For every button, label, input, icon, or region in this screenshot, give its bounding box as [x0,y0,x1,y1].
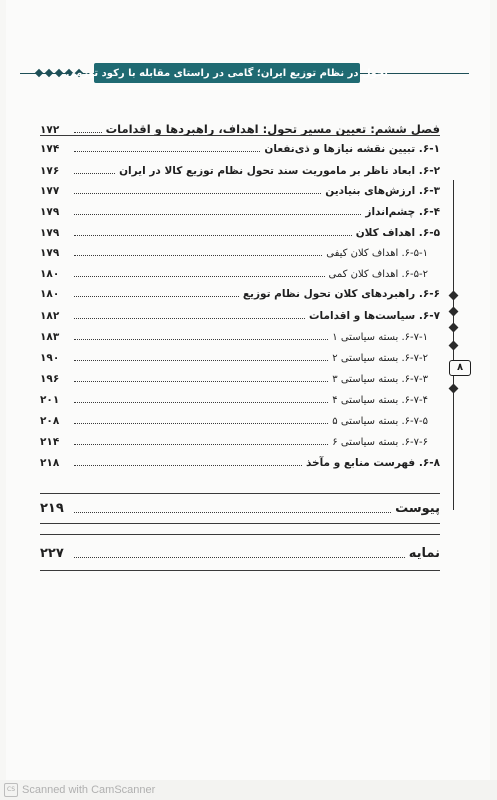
toc-entry[interactable] [40,366,440,386]
toc-entry-page: ۲۱۸ [40,457,60,469]
scanner-text: Scanned with CamScanner [22,784,156,796]
dot-leader [74,173,115,174]
toc-entry-page: ۲۱۹ [40,501,64,516]
toc-entry-title: ۶-۸. فهرست منابع و مآخذ [305,457,440,469]
dot-leader [74,132,102,133]
toc-entry-title: ۶-۷-۳. بسته سیاستی ۳ [332,374,428,385]
toc-entry-page: ۲۲۷ [40,546,64,561]
toc-entry-title: پیوست [395,501,440,516]
toc-entry[interactable] [40,408,440,428]
toc-entry[interactable] [40,281,440,301]
toc-entry[interactable] [40,429,440,449]
toc-entry-page: ۱۸۰ [40,288,60,300]
toc-entry-page: ۱۹۶ [40,373,60,385]
toc-entry-page: ۱۷۲ [40,124,60,136]
toc-entry-title: ۶-۵-۲. اهداف کلان کمی [328,269,428,280]
toc-entry-title: ۶-۴. چشم‌انداز [365,206,440,218]
toc-entry[interactable] [40,117,440,137]
toc-entry[interactable] [40,345,440,365]
running-header [66,63,388,83]
dot-leader [74,296,239,297]
toc-entry-page: ۱۷۴ [40,143,60,155]
toc-entry[interactable] [40,199,440,219]
toc-entry-title: ۶-۷-۴. بسته سیاستی ۴ [332,395,428,406]
toc-entry-title: فصل ششم: تعیین مسیر تحول: اهداف، راهبردها و اقدامات [105,122,440,136]
toc-entry-title: ۶-۶. راهبردهای کلان تحول نظام توزیع [242,288,440,300]
toc-entry[interactable] [40,387,440,407]
toc-entry-page: ۲۰۱ [40,394,60,406]
diamond-marker [449,341,459,351]
dot-leader [74,557,405,558]
toc-entry-page: ۱۷۷ [40,185,60,197]
scanner-watermark [0,780,497,800]
toc-entry-title: ۶-۷-۶. بسته سیاستی ۶ [332,437,428,448]
toc-entry-page: ۲۱۴ [40,436,60,448]
toc-entry[interactable] [40,450,440,470]
toc-entry-title: نمایه [408,546,440,561]
diamond-marker [449,323,459,333]
dot-leader [74,318,305,319]
page-number: ۸ [449,360,471,376]
section-rule [40,135,440,136]
toc-entry-page: ۱۸۳ [40,331,60,343]
toc-entry[interactable] [40,178,440,198]
camscanner-logo-icon: CS [4,783,18,797]
toc-entry-title: ۶-۵-۱. اهداف کلان کیفی [326,248,428,259]
dot-leader [74,193,321,194]
toc-entry-title: ۶-۷-۱. بسته سیاستی ۱ [332,332,428,343]
toc-entry[interactable] [40,303,440,323]
dot-leader [74,465,302,466]
toc-entry-title: ۶-۱. تبیین نقشه نیازها و ذی‌نفعان [264,143,440,155]
toc-entry[interactable] [40,158,440,178]
diamond-marker [449,307,459,317]
toc-entry-title: ۶-۷-۵. بسته سیاستی ۵ [332,416,428,427]
dot-leader [74,276,325,277]
dot-leader [74,360,328,361]
toc-entry-page: ۱۷۹ [40,227,60,239]
section-rule [40,523,440,524]
toc-entry[interactable] [40,324,440,344]
toc-entry-title: ۶-۵. اهداف کلان [355,227,440,239]
dot-leader [74,512,391,513]
toc-entry-page: ۱۷۹ [40,206,60,218]
dot-leader [74,255,322,256]
diamond-marker [449,384,459,394]
dot-leader [74,151,260,152]
dot-leader [74,423,328,424]
toc-entry-page: ۱۸۲ [40,310,60,322]
toc-entry-title: ۶-۲. ابعاد ناظر بر ماموریت سند تحول نظام توزیع کالا در ایران [119,165,440,177]
diamond-marker [449,291,459,301]
dot-leader [74,235,352,236]
dot-leader [74,381,328,382]
toc-entry-title: ۶-۳. ارزش‌های بنیادین [325,185,440,197]
toc-entry-appendix[interactable] [40,497,440,517]
toc-entry-index[interactable] [40,542,440,562]
toc-entry[interactable] [40,220,440,240]
dot-leader [74,214,361,215]
toc-entry-page: ۱۸۰ [40,268,60,280]
toc-entry-title: ۶-۷. سیاست‌ها و اقدامات [308,310,440,322]
section-rule [40,493,440,494]
section-rule [40,534,440,535]
toc-entry-page: ۱۹۰ [40,352,60,364]
dot-leader [74,444,328,445]
toc-entry[interactable] [40,261,440,281]
dot-leader [74,339,328,340]
toc-entry[interactable] [40,136,440,156]
toc-entry-page: ۱۷۶ [40,165,60,177]
book-page [6,0,490,780]
toc-entry-page: ۱۷۹ [40,247,60,259]
toc-entry-title: ۶-۷-۲. بسته سیاستی ۲ [332,353,428,364]
toc-entry[interactable] [40,240,440,260]
toc-entry-page: ۲۰۸ [40,415,60,427]
section-rule [40,570,440,571]
dot-leader [74,402,328,403]
running-header-title: تحول در نظام توزیع ایران؛ گامی در راستای مقابله با رکود تورمی [66,67,388,79]
